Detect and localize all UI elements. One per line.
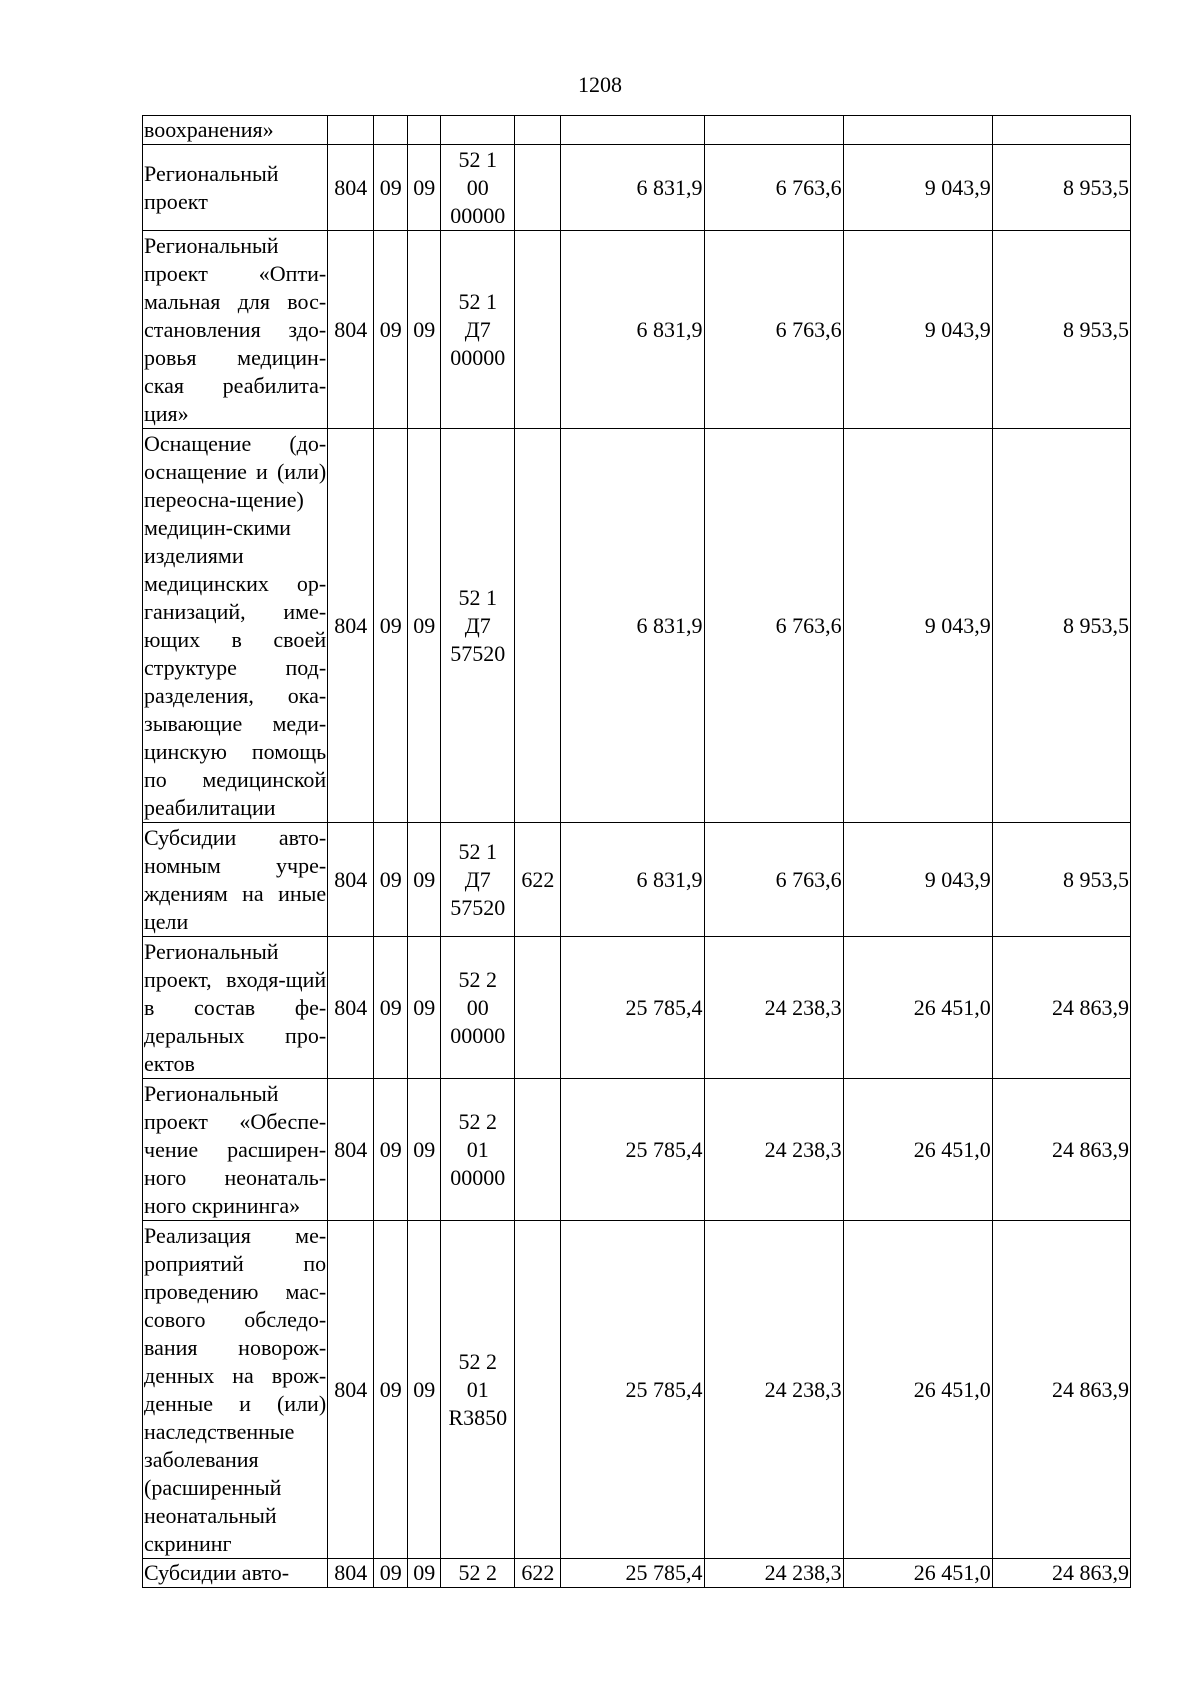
amount-2: 6 763,6 — [704, 145, 843, 231]
grbs-code: 804 — [328, 937, 374, 1079]
grbs-code — [328, 116, 374, 145]
expense-type-code: 622 — [515, 1559, 561, 1588]
amount-3 — [843, 116, 992, 145]
section-code: 09 — [374, 1221, 408, 1559]
grbs-code: 804 — [328, 1221, 374, 1559]
grbs-code: 804 — [328, 429, 374, 823]
amount-3: 26 451,0 — [843, 1079, 992, 1221]
section-code: 09 — [374, 231, 408, 429]
amount-4: 24 863,9 — [992, 937, 1130, 1079]
subsection-code: 09 — [408, 937, 441, 1079]
amount-1 — [561, 116, 704, 145]
section-code: 09 — [374, 429, 408, 823]
amount-3: 9 043,9 — [843, 231, 992, 429]
subsection-code: 09 — [408, 231, 441, 429]
amount-2: 24 238,3 — [704, 1079, 843, 1221]
row-name: Оснащение (до-оснащение и (или) переосна-щение) медицин-скими изделиями медицинских ор-ганизаций, име-ющих в своей структуре под-разделения, ока-зывающие меди-цинскую помощь по медицинской реабилитации — [143, 429, 328, 823]
table-row — [143, 116, 1131, 145]
grbs-code: 804 — [328, 1559, 374, 1588]
amount-1: 6 831,9 — [561, 145, 704, 231]
budget-table — [142, 115, 1131, 1588]
amount-3: 9 043,9 — [843, 429, 992, 823]
amount-1: 25 785,4 — [561, 1221, 704, 1559]
section-code: 09 — [374, 145, 408, 231]
amount-4: 24 863,9 — [992, 1079, 1130, 1221]
subsection-code: 09 — [408, 1079, 441, 1221]
expense-type-code — [515, 937, 561, 1079]
amount-4: 8 953,5 — [992, 145, 1130, 231]
amount-1: 6 831,9 — [561, 429, 704, 823]
expense-type-code — [515, 429, 561, 823]
row-name: Региональный проект «Обеспе-чение расширен-ного неонаталь-ного скрининга» — [143, 1079, 328, 1221]
subsection-code: 09 — [408, 1221, 441, 1559]
expense-type-code — [515, 1079, 561, 1221]
amount-1: 25 785,4 — [561, 1559, 704, 1588]
expense-type-code — [515, 231, 561, 429]
expense-type-code — [515, 116, 561, 145]
table-row — [143, 1079, 1131, 1221]
table-row — [143, 1559, 1131, 1588]
target-article-code: 52 2 01 R3850 — [441, 1221, 515, 1559]
row-name: Региональный проект — [143, 145, 328, 231]
target-article-code: 52 2 00 00000 — [441, 937, 515, 1079]
target-article-code: 52 1 Д7 57520 — [441, 823, 515, 937]
row-name: воохранения» — [143, 116, 328, 145]
amount-2: 6 763,6 — [704, 231, 843, 429]
subsection-code: 09 — [408, 1559, 441, 1588]
table-row — [143, 937, 1131, 1079]
target-article-code — [441, 116, 515, 145]
target-article-code: 52 2 — [441, 1559, 515, 1588]
amount-2: 6 763,6 — [704, 823, 843, 937]
row-name: Региональный проект, входя-щий в состав фе-деральных про-ектов — [143, 937, 328, 1079]
section-code: 09 — [374, 937, 408, 1079]
section-code: 09 — [374, 1559, 408, 1588]
table-row — [143, 823, 1131, 937]
amount-3: 9 043,9 — [843, 823, 992, 937]
amount-4: 24 863,9 — [992, 1559, 1130, 1588]
subsection-code: 09 — [408, 145, 441, 231]
grbs-code: 804 — [328, 1079, 374, 1221]
amount-3: 26 451,0 — [843, 1559, 992, 1588]
target-article-code: 52 1 00 00000 — [441, 145, 515, 231]
amount-1: 6 831,9 — [561, 231, 704, 429]
amount-2: 24 238,3 — [704, 937, 843, 1079]
amount-2: 6 763,6 — [704, 429, 843, 823]
amount-1: 6 831,9 — [561, 823, 704, 937]
target-article-code: 52 1 Д7 57520 — [441, 429, 515, 823]
section-code — [374, 116, 408, 145]
table-row — [143, 145, 1131, 231]
row-name: Субсидии авто- — [143, 1559, 328, 1588]
row-name: Реализация ме-роприятий по проведению мас-сового обследо-вания новорож-денных на врож-денные и (или) наследственные заболевания (расширенный неонатальный скрининг — [143, 1221, 328, 1559]
row-name: Региональный проект «Опти-мальная для вос-становления здо-ровья медицин-ская реабилита-ция» — [143, 231, 328, 429]
amount-4 — [992, 116, 1130, 145]
amount-3: 26 451,0 — [843, 937, 992, 1079]
amount-4: 8 953,5 — [992, 429, 1130, 823]
amount-4: 24 863,9 — [992, 1221, 1130, 1559]
grbs-code: 804 — [328, 823, 374, 937]
expense-type-code — [515, 1221, 561, 1559]
grbs-code: 804 — [328, 145, 374, 231]
table-row — [143, 231, 1131, 429]
table-row — [143, 1221, 1131, 1559]
target-article-code: 52 2 01 00000 — [441, 1079, 515, 1221]
expense-type-code: 622 — [515, 823, 561, 937]
amount-1: 25 785,4 — [561, 937, 704, 1079]
amount-3: 9 043,9 — [843, 145, 992, 231]
section-code: 09 — [374, 823, 408, 937]
amount-4: 8 953,5 — [992, 231, 1130, 429]
amount-4: 8 953,5 — [992, 823, 1130, 937]
subsection-code: 09 — [408, 823, 441, 937]
amount-2 — [704, 116, 843, 145]
amount-3: 26 451,0 — [843, 1221, 992, 1559]
row-name: Субсидии авто-номным учре-ждениям на иные цели — [143, 823, 328, 937]
amount-1: 25 785,4 — [561, 1079, 704, 1221]
subsection-code — [408, 116, 441, 145]
section-code: 09 — [374, 1079, 408, 1221]
subsection-code: 09 — [408, 429, 441, 823]
amount-2: 24 238,3 — [704, 1221, 843, 1559]
grbs-code: 804 — [328, 231, 374, 429]
target-article-code: 52 1 Д7 00000 — [441, 231, 515, 429]
table-row — [143, 429, 1131, 823]
expense-type-code — [515, 145, 561, 231]
page-number: 1208 — [578, 72, 622, 97]
amount-2: 24 238,3 — [704, 1559, 843, 1588]
